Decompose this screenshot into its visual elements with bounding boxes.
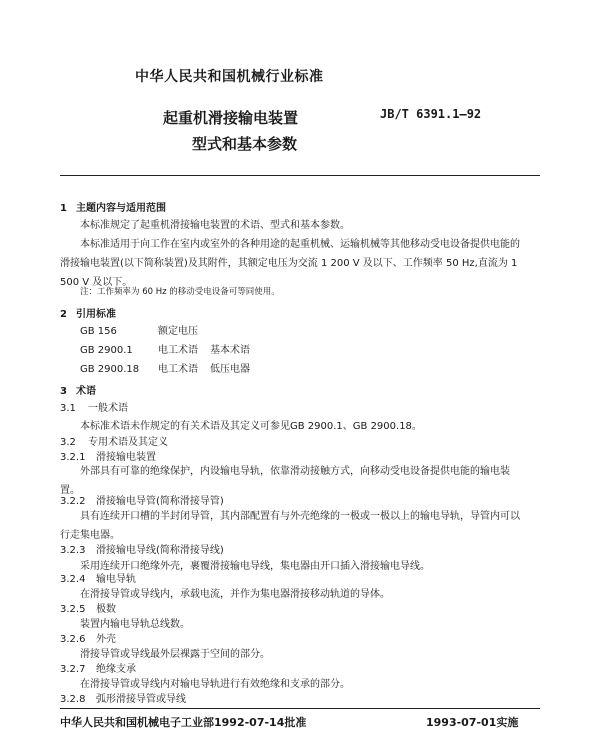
term-3-2-3-heading: 3.2.3 滑接输电导线(简称滑接导线) <box>60 545 224 556</box>
term-3-2-3-text: 采用连续开口绝缘外壳，裹覆滑接输电导线，集电器由开口插入滑接输电导线。 <box>80 561 430 572</box>
section-1-para1: 本标准规定了起重机滑接输电装置的术语、型式和基本参数。 <box>80 220 350 231</box>
subsection-3-1-heading: 3.1 一般术语 <box>60 403 128 414</box>
industry-standard-title: 中华人民共和国机械行业标准 <box>135 69 324 85</box>
approval-line: 中华人民共和国机械电子工业部1992-07-14批准 <box>60 716 307 729</box>
subsection-3-2-heading: 3.2 专用术语及其定义 <box>60 437 168 448</box>
section-2-heading: 2 引用标准 <box>60 309 116 320</box>
term-3-2-5-heading: 3.2.5 极数 <box>60 604 116 615</box>
reference-item: GB 156 额定电压 <box>80 326 198 337</box>
section-1-para2: 本标准适用于向工作在室内或室外的各种用途的起重机械、运输机械等其他移动受电设备提供电能的滑接输电装置(以下简称装置)及其附件，其额定电压为交流 1 200 V 及以下、工作频率 50 Hz,直流为 1 500 V 及以下。 <box>60 239 520 288</box>
term-3-2-2-heading: 3.2.2 滑接输电导管(简称滑接导管) <box>60 496 224 507</box>
term-3-2-7-text: 在滑接导管或导线内对输电导轨进行有效绝缘和支承的部分。 <box>80 679 350 690</box>
footer-divider <box>60 708 540 709</box>
term-3-2-6-heading: 3.2.6 外壳 <box>60 634 116 645</box>
reference-item: GB 2900.1 电工术语 基本术语 <box>80 345 250 356</box>
term-3-2-1-heading: 3.2.1 滑接输电装置 <box>60 452 156 463</box>
term-3-2-7-heading: 3.2.7 绝缘支承 <box>60 664 136 675</box>
term-3-2-8-heading: 3.2.8 弧形滑接导管或导线 <box>60 694 186 705</box>
standard-number: JB/T 6391.1—92 <box>380 107 482 121</box>
term-3-2-4-heading: 3.2.4 输电导轨 <box>60 574 136 585</box>
implementation-date: 1993-07-01实施 <box>426 716 519 729</box>
header-divider <box>60 175 540 176</box>
section-1-note: 注：工作频率为 60 Hz 的移动受电设备可等同使用。 <box>80 287 280 297</box>
document-title-line1: 起重机滑接输电装置 <box>163 109 299 127</box>
document-title-line2: 型式和基本参数 <box>192 135 298 153</box>
section-3-heading: 3 术语 <box>60 386 96 397</box>
subsection-3-1-text: 本标准术语未作规定的有关术语及其定义可参见GB 2900.1、GB 2900.18。 <box>80 421 422 432</box>
term-3-2-5-text: 装置内输电导轨总线数。 <box>80 619 190 630</box>
term-3-2-2-text: 具有连续开口槽的半封闭导管，其内部配置有与外壳绝缘的一极或一极以上的输电导轨，导管内可以行走集电器。 <box>60 511 520 541</box>
section-1-heading: 1 主题内容与适用范围 <box>60 203 166 214</box>
reference-item: GB 2900.18 电工术语 低压电器 <box>80 364 250 375</box>
term-3-2-4-text: 在滑接导管或导线内，承载电流，并作为集电器滑接移动轨道的导体。 <box>80 589 390 600</box>
term-3-2-6-text: 滑接导管或导线最外层裸露于空间的部分。 <box>80 649 270 660</box>
term-3-2-1-text: 外部具有可靠的绝缘保护，内设输电导轨，依靠滑动接触方式，向移动受电设备提供电能的输电装置。 <box>60 466 510 496</box>
